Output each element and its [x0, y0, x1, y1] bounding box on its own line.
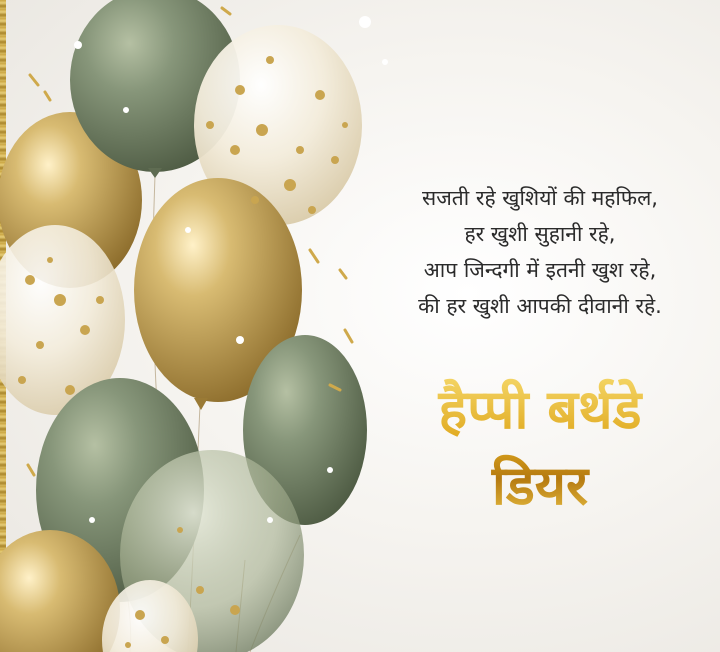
- poem-line: आप जिन्दगी में इतनी खुश रहे,: [423, 258, 657, 282]
- birthday-greeting: [380, 372, 700, 524]
- poem-line: की हर खुशी आपकी दीवानी रहे.: [418, 294, 662, 318]
- birthday-poem: [380, 180, 700, 324]
- poem-line: हर खुशी सुहानी रहे,: [464, 222, 616, 246]
- greeting-line: हैप्पी बर्थडे: [438, 378, 642, 441]
- poem-line: सजती रहे खुशियों की महफिल,: [422, 186, 658, 210]
- greeting-line: डियर: [491, 454, 589, 517]
